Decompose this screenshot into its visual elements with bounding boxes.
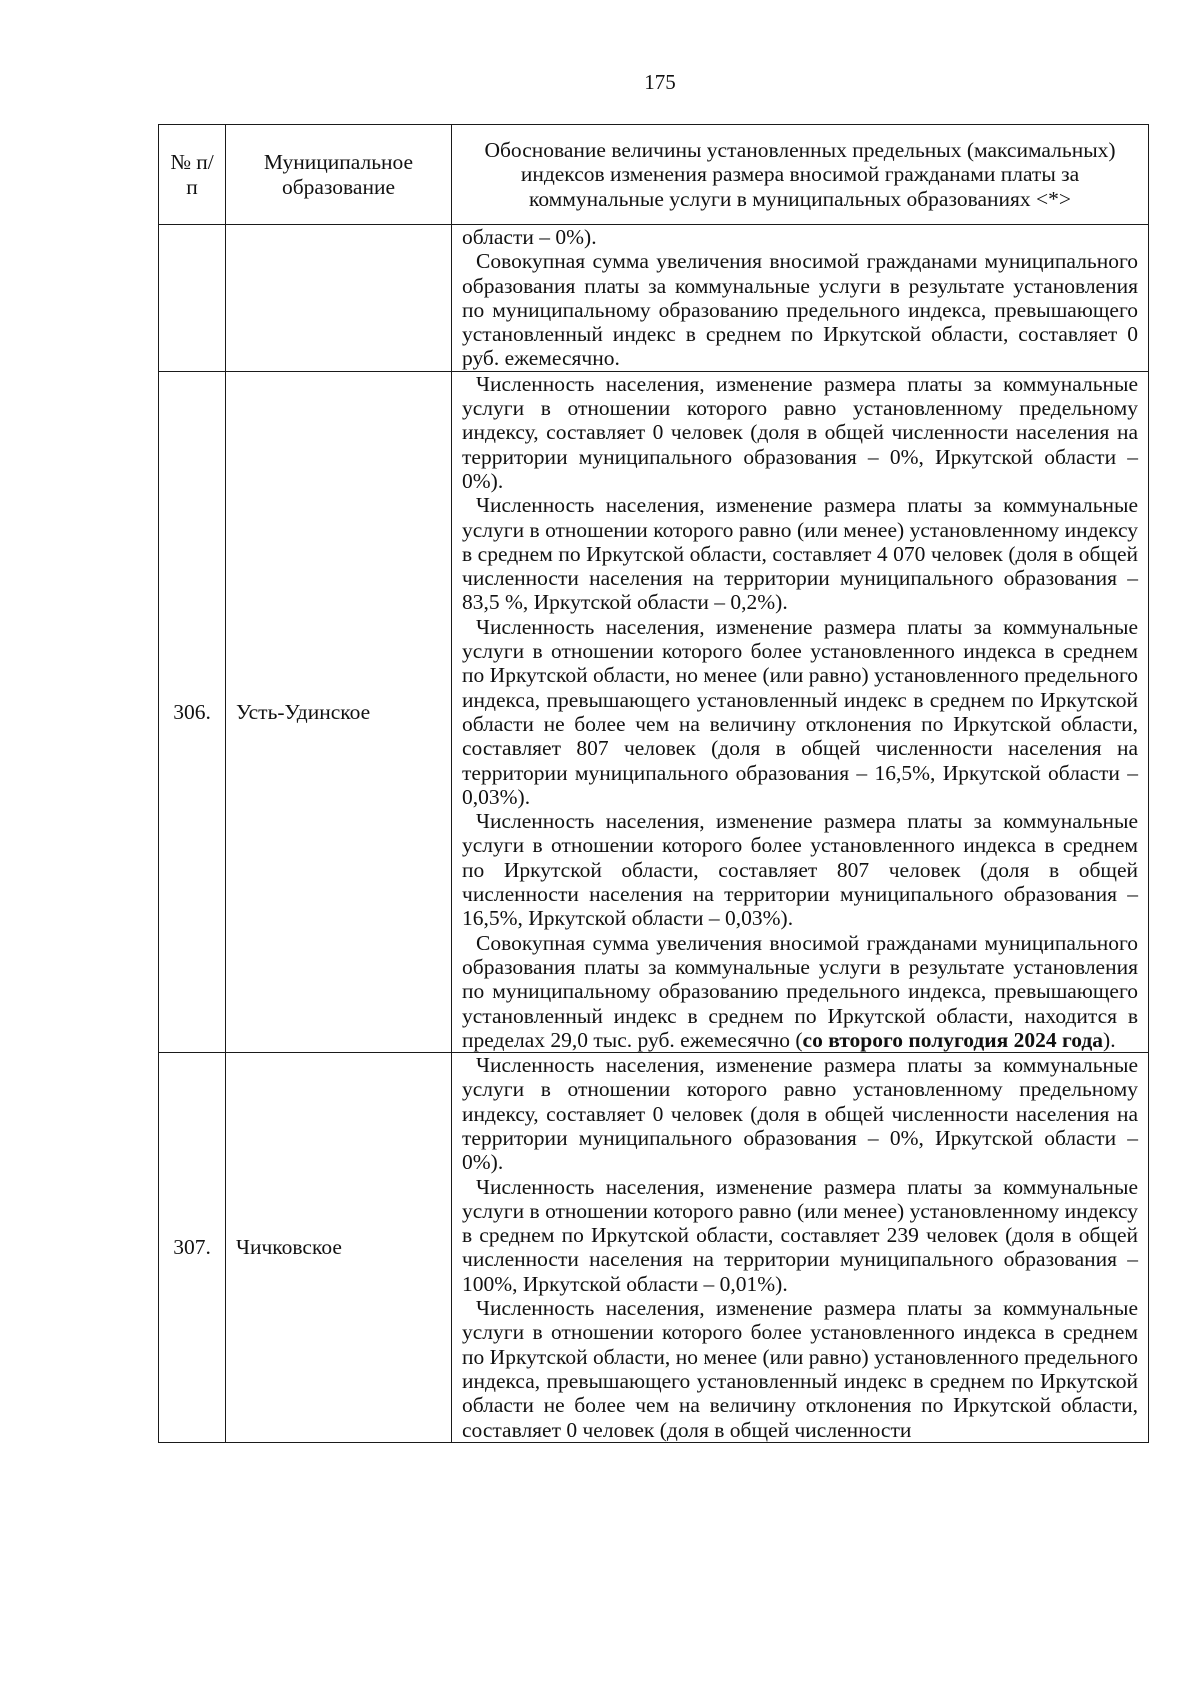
paragraph: Численность населения, изменение размера платы за коммунальные услуги в отношении которого более установленного индекса в среднем по Иркутской области, но менее (или равно) установленного предельного индекса, превышающего установленный индекс в среднем по Иркутской области не более чем на величину отклонения по Иркутской области, составляет 807 человек (доля в общей численности населения на территории муниципального образования – 16,5%, Иркутской области – 0,03%). <box>462 614 1138 809</box>
table-row <box>159 1053 1149 1443</box>
tariff-index-table <box>158 124 1149 1443</box>
row-num: 307. <box>159 1053 226 1443</box>
paragraph: Численность населения, изменение размера платы за коммунальные услуги в отношении которого более установленного индекса в среднем по Иркутской области, составляет 807 человек (доля в общей численности населения на территории муниципального образования – 16,5%, Иркутской области – 0,03%). <box>462 809 1138 931</box>
paragraph-bold-text: со второго полугодия 2024 года <box>802 1027 1104 1052</box>
header-municipality: Муниципальное образование <box>226 125 452 225</box>
row-municipality <box>226 225 452 372</box>
row-justification <box>452 225 1149 372</box>
paragraph-tail: ). <box>1103 1027 1116 1052</box>
row-num <box>159 225 226 372</box>
paragraph: Численность населения, изменение размера платы за коммунальные услуги в отношении которого более установленного индекса в среднем по Иркутской области, но менее (или равно) установленного предельного индекса, превышающего установленный индекс в среднем по Иркутской области не более чем на величину отклонения по Иркутской области, составляет 0 человек (доля в общей численности <box>462 1296 1138 1442</box>
paragraph-text: Совокупная сумма увеличения вносимой гражданами муниципального образования платы за коммунальные услуги в результате установления по муниципальному образованию предельного индекса, превышающего установленный индекс в среднем по Иркутской области, находится в пределах 29,0 тыс. руб. ежемесячно ( <box>462 930 1138 1052</box>
paragraph: Численность населения, изменение размера платы за коммунальные услуги в отношении которого равно установленному предельному индексу, составляет 0 человек (доля в общей численности населения на территории муниципального образования – 0%, Иркутской области – 0%). <box>462 1053 1138 1175</box>
row-justification <box>452 1053 1149 1443</box>
page-number: 175 <box>644 70 676 94</box>
row-municipality: Чичковское <box>226 1053 452 1443</box>
row-num: 306. <box>159 371 226 1052</box>
table-row <box>159 371 1149 1052</box>
row-municipality: Усть-Удинское <box>226 371 452 1052</box>
paragraph: области – 0%). <box>462 225 597 249</box>
paragraph: Численность населения, изменение размера платы за коммунальные услуги в отношении которого равно установленному предельному индексу, составляет 0 человек (доля в общей численности населения на территории муниципального образования – 0%, Иркутской области – 0%). <box>462 371 1138 493</box>
paragraph: Численность населения, изменение размера платы за коммунальные услуги в отношении которого равно (или менее) установленному индексу в среднем по Иркутской области, составляет 239 человек (доля в общей численности населения на территории муниципального образования – 100%, Иркутской области – 0,01%). <box>462 1174 1138 1296</box>
header-num: № п/п <box>159 125 226 225</box>
table-header-row <box>159 125 1149 225</box>
header-justification: Обоснование величины установленных предельных (максимальных) индексов изменения размера вносимой гражданами платы за коммунальные услуги в муниципальных образованиях <*> <box>452 125 1149 225</box>
row-justification <box>452 371 1149 1052</box>
paragraph: Совокупная сумма увеличения вносимой гражданами муниципального образования платы за коммунальные услуги в результате установления по муниципальному образованию предельного индекса, превышающего установленный индекс в среднем по Иркутской области, составляет 0 руб. ежемесячно. <box>462 249 1138 371</box>
paragraph: Численность населения, изменение размера платы за коммунальные услуги в отношении которого равно (или менее) установленному индексу в среднем по Иркутской области, составляет 4 070 человек (доля в общей численности населения на территории муниципального образования – 83,5 %, Иркутской области – 0,2%). <box>462 493 1138 615</box>
paragraph <box>462 931 1138 1052</box>
table-row <box>159 225 1149 372</box>
